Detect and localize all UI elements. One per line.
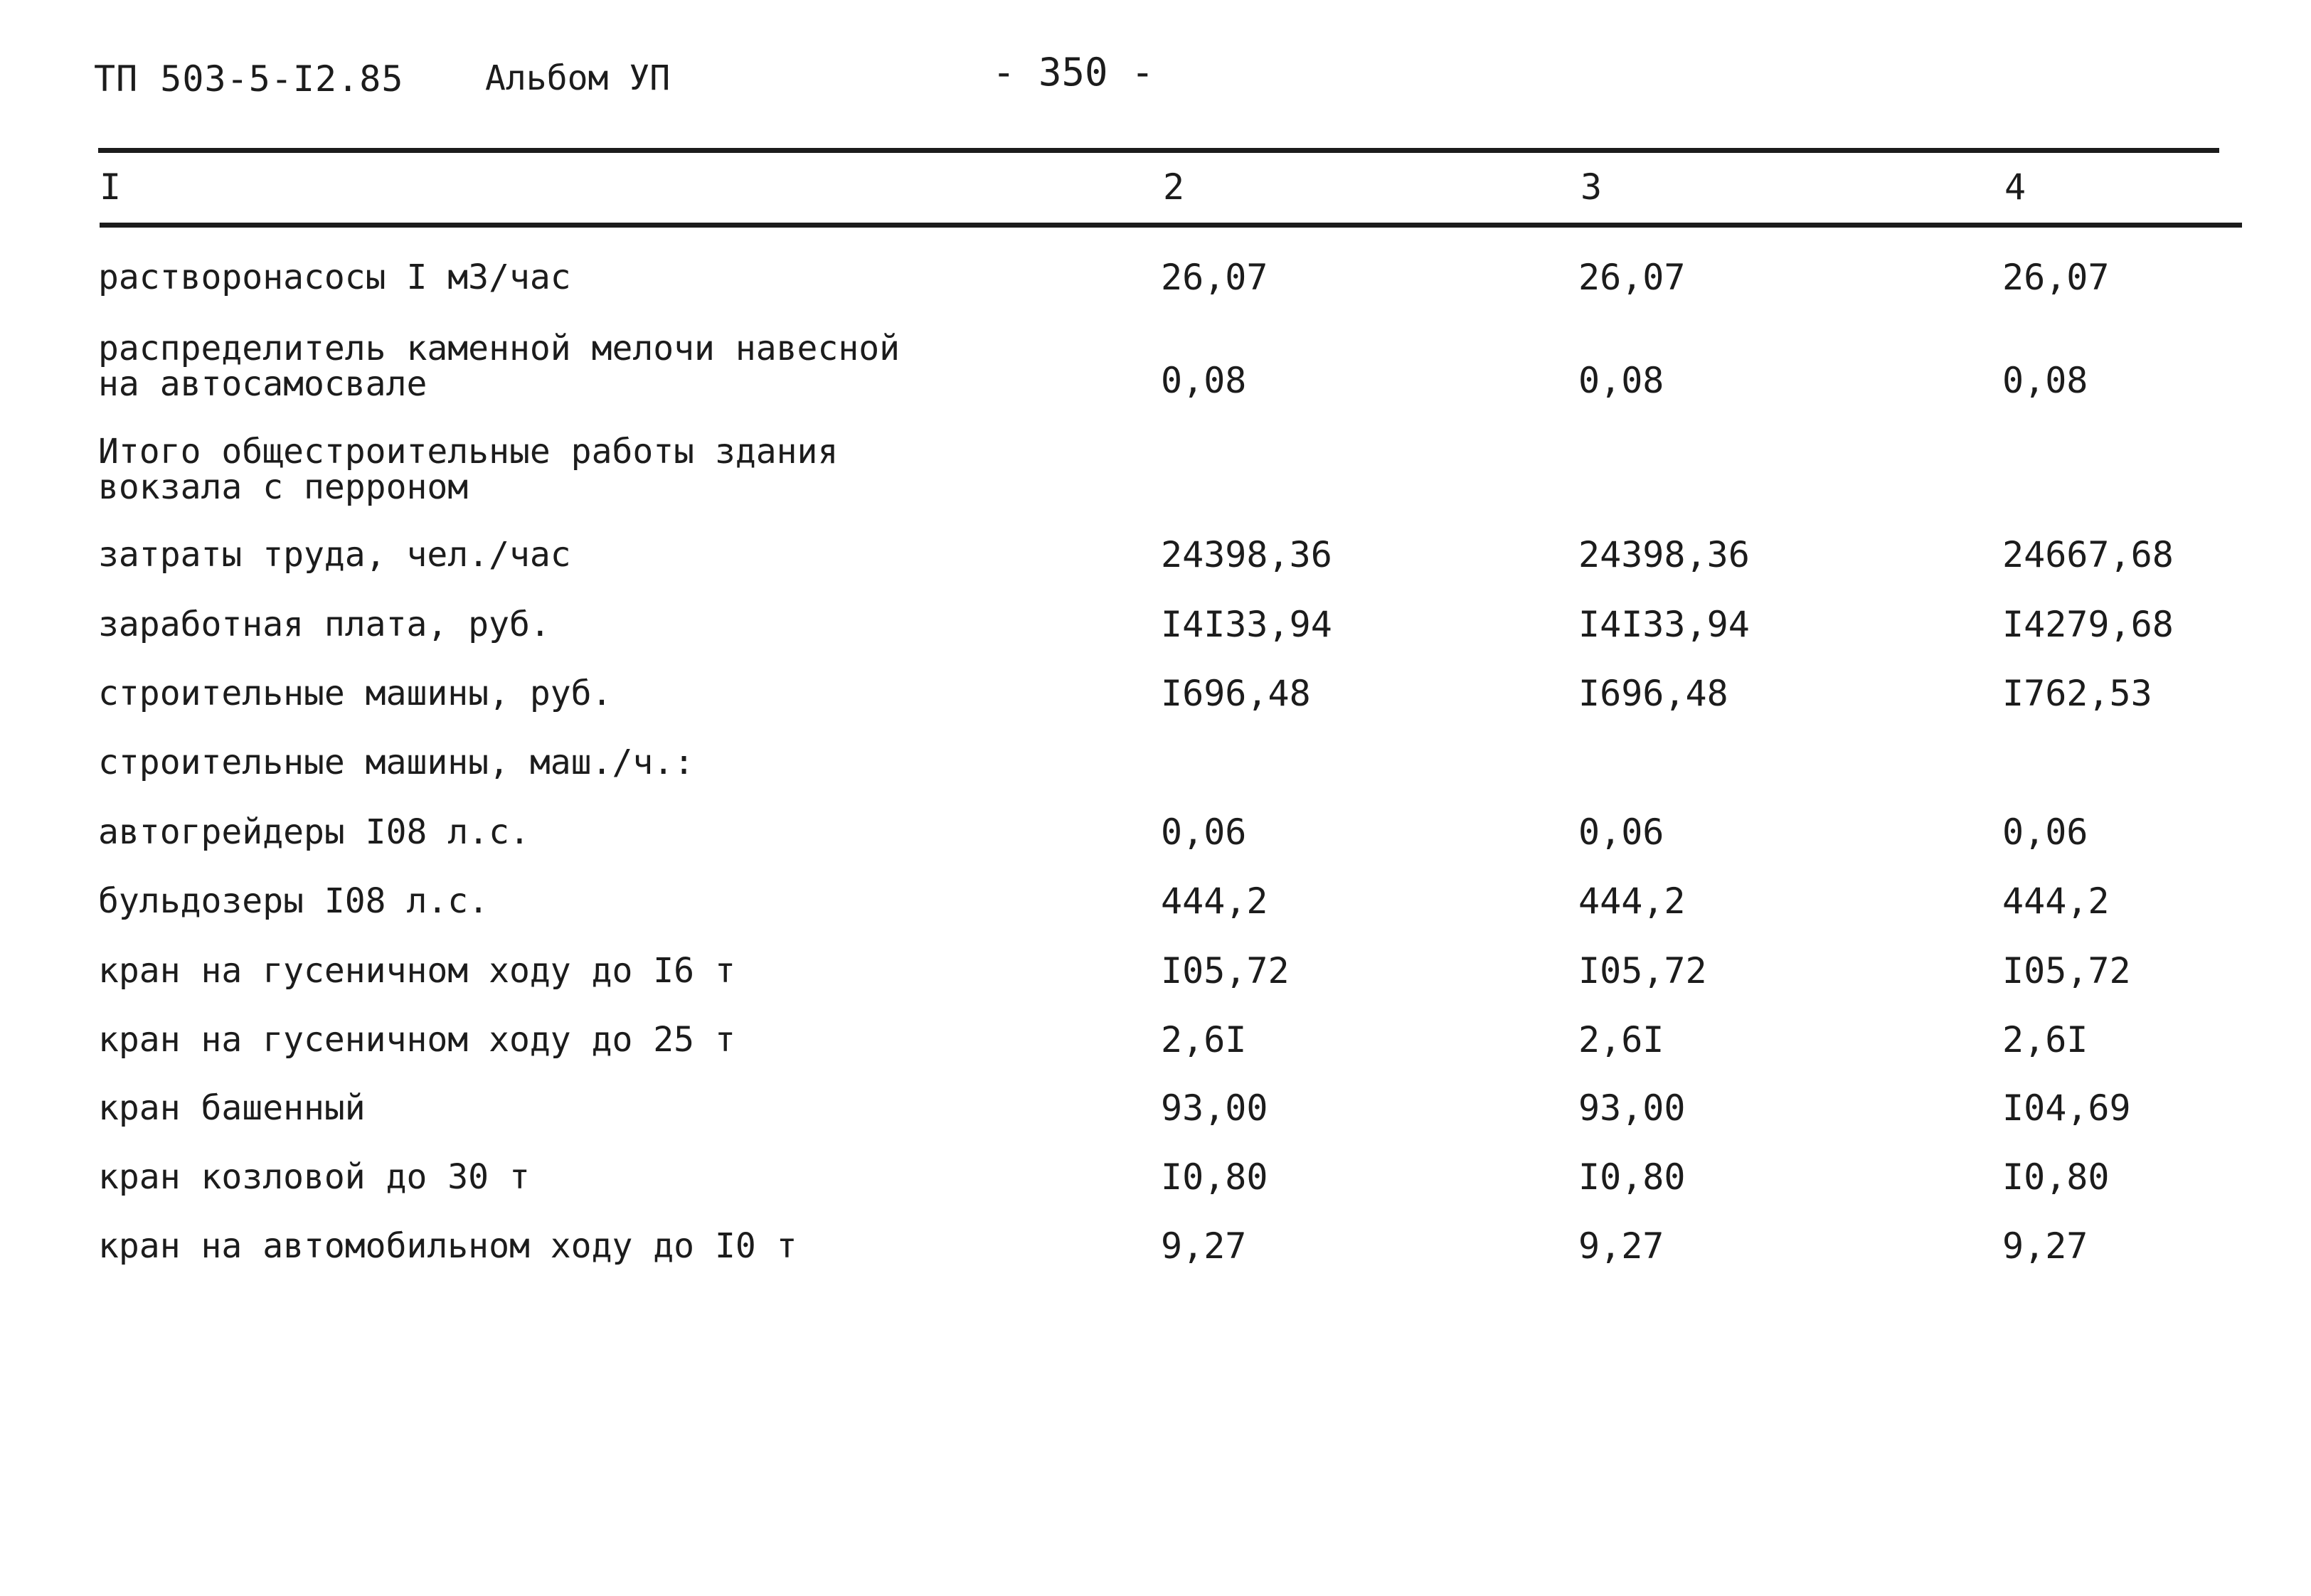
row-label: кран козловой до 30 т xyxy=(98,1157,530,1197)
cell-col4: 24667,68 xyxy=(2002,534,2174,575)
row-label: растворонасосы I м3/час xyxy=(98,257,571,297)
cell-col4: 444,2 xyxy=(2002,881,2110,922)
page-header xyxy=(0,0,2311,128)
cell-col4: 0,08 xyxy=(2002,360,2088,401)
cell-col3: I05,72 xyxy=(1578,950,1707,991)
cell-col4: 2,6I xyxy=(2002,1019,2088,1060)
row-label: строительные машины, руб. xyxy=(98,674,612,713)
table-top-rule xyxy=(98,148,2219,153)
cell-col4: I4279,68 xyxy=(2002,604,2174,645)
row-label: заработная плата, руб. xyxy=(98,605,551,644)
cell-col4: 26,07 xyxy=(2002,257,2110,298)
cell-col4: I05,72 xyxy=(2002,950,2131,991)
cell-col4: 0,06 xyxy=(2002,812,2088,853)
column-header-4: 4 xyxy=(2004,166,2026,208)
cell-col3: 93,00 xyxy=(1578,1087,1686,1129)
cell-col4: 9,27 xyxy=(2002,1225,2088,1267)
cell-col2: 2,6I xyxy=(1161,1019,1247,1060)
row-label: бульдозеры I08 л.с. xyxy=(98,881,489,921)
table-header-rule xyxy=(100,223,2242,228)
cell-col4: I04,69 xyxy=(2002,1087,2131,1129)
row-label: затраты труда, чел./час xyxy=(98,535,571,575)
album-label: Альбом УП xyxy=(485,58,671,98)
cell-col2: 93,00 xyxy=(1161,1087,1268,1129)
row-label: кран башенный xyxy=(98,1088,366,1128)
cell-col2: I696,48 xyxy=(1161,673,1311,714)
cell-col2: 9,27 xyxy=(1161,1225,1247,1267)
cell-col2: 24398,36 xyxy=(1161,534,1332,575)
row-label: кран на гусеничном ходу до 25 т xyxy=(98,1020,735,1060)
cell-col4: I0,80 xyxy=(2002,1156,2110,1198)
column-header-2: 2 xyxy=(1163,166,1185,208)
row-label: распределитель каменной мелочи навесной на автосамосвале xyxy=(98,329,901,404)
row-label: кран на автомобильном ходу до I0 т xyxy=(98,1226,797,1266)
cell-col2: 0,06 xyxy=(1161,812,1247,853)
cell-col3: 26,07 xyxy=(1578,257,1686,298)
column-header-1: I xyxy=(100,166,122,208)
cell-col3: 9,27 xyxy=(1578,1225,1664,1267)
cell-col4: I762,53 xyxy=(2002,673,2152,714)
cell-col3: 0,06 xyxy=(1578,812,1664,853)
cell-col3: 24398,36 xyxy=(1578,534,1750,575)
cell-col2: 0,08 xyxy=(1161,360,1247,401)
cell-col3: I4I33,94 xyxy=(1578,604,1750,645)
cell-col3: 2,6I xyxy=(1578,1019,1664,1060)
cell-col2: 444,2 xyxy=(1161,881,1268,922)
row-label: автогрейдеры I08 л.с. xyxy=(98,812,530,852)
cell-col2: I05,72 xyxy=(1161,950,1290,991)
page-number: - 350 - xyxy=(992,50,1154,95)
cell-col3: I0,80 xyxy=(1578,1156,1686,1198)
cell-col2: I4I33,94 xyxy=(1161,604,1332,645)
cell-col3: I696,48 xyxy=(1578,673,1728,714)
column-header-3: 3 xyxy=(1580,166,1603,208)
cell-col3: 0,08 xyxy=(1578,360,1664,401)
row-label: строительные машины, маш./ч.: xyxy=(98,743,695,782)
document-code: ТП 503-5-I2.85 xyxy=(94,58,404,100)
cell-col2: I0,80 xyxy=(1161,1156,1268,1198)
row-label: кран на гусеничном ходу до I6 т xyxy=(98,951,735,991)
cell-col2: 26,07 xyxy=(1161,257,1268,298)
row-label: Итого общестроительные работы здания вокзала с перроном xyxy=(98,432,839,507)
cell-col3: 444,2 xyxy=(1578,881,1686,922)
